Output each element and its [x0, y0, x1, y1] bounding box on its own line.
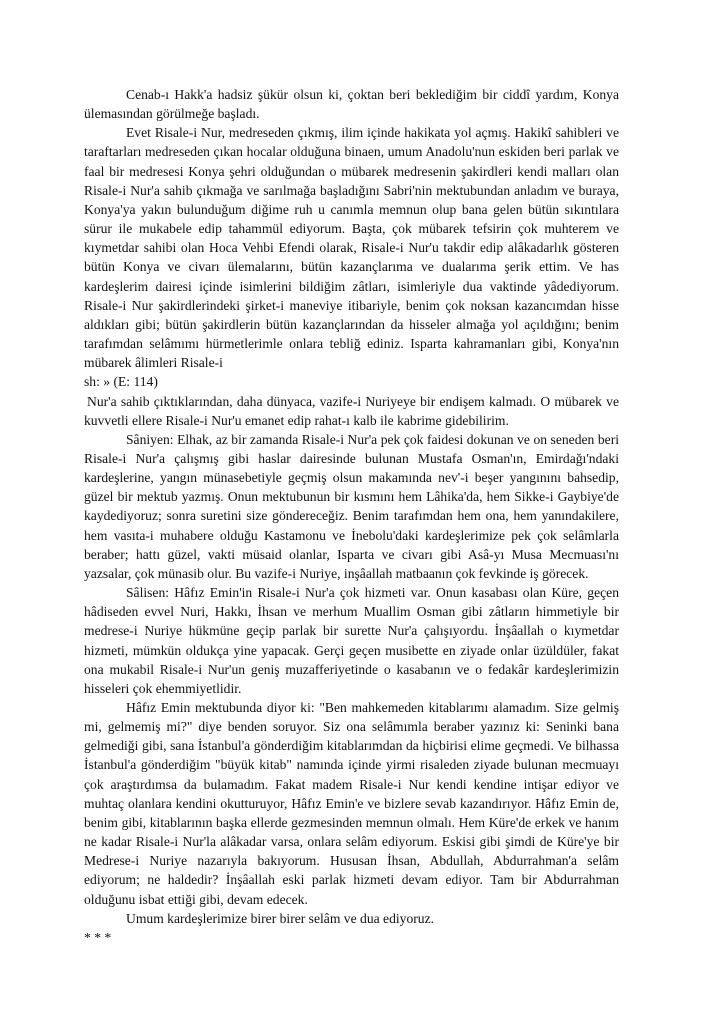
paragraph-closing: Umum kardeşlerimize birer birer selâm ve dua ediyoruz.: [126, 910, 435, 926]
paragraph-hafiz-emin: Hâfız Emin mektubunda diyor ki: "Ben mahkemeden kitablarımı alamadım. Size gelmiş mi, gelmemiş mi?" diye benden soruyor. Siz ona selâmımla beraber yazınız ki: Seninki bana gelmediği gibi, sana İstanbul'a gönderdiğim kitablarımdan da hiçbirisi elime geçmedi. Ve bilhassa İstanbul'a gönderdiğim "büyük kitab" namında içinde yirmi risaleden ziyade bulunan mecmuayı çok araştırdımsa da bulamadım. Fakat madem Risale-i Nur kendi kendine intişar ediyor ve muhtaç olanlara kendini okutturuyor, Hâfız Emin'e ve bizlere sevab kazandırıyor. Hâfız Emin de, benim gibi, kitablarının başka ellerde gezmesinden memnun olmalı. Hem Küre'de erkek ve hanım ne kadar Risale-i Nur'la alâkadar varsa, onlara selâm ediyorum. Eskisi gibi şimdi de Küre'ye bir Medrese-i Nuriye nazarıyla bakıyorum. Hususan İhsan, Abdullah, Abdurrahman'a selâm ediyorum; ne haldedir? İnşâallah eski parlak hizmeti devam ediyor. Tam bir Abdurrahman olduğunu isbat ettiği gibi, devam edecek.: [84, 700, 619, 907]
document-page: [84, 85, 619, 947]
section-separator: * * *: [84, 929, 112, 945]
paragraph-continuation: Nur'a sahib çıktıklarından, daha dünyaca, vazife-i Nuriyeye bir endişem kalmadı. O mübarek ve kuvvetli ellere Risale-i Nur'u emanet edip rahat-ı kalb ile kabrime gidebilirim.: [84, 393, 619, 428]
paragraph-opening: Cenab-ı Hakk'a hadsiz şükür olsun ki, çoktan beri beklediğim bir ciddî yardım, Konya ülemasından görülmeğe başladı.: [84, 87, 619, 122]
paragraph-salisen: Sâlisen: Hâfız Emin'in Risale-i Nur'a çok hizmeti var. Onun kasabası olan Küre, geçen hâdiseden evvel Nuri, Hakkı, İhsan ve merhum Muallim Osman gibi zâtların himmetiyle bir medrese-i Nuriye hükmüne geçip parlak bir surette Nur'a çalışıyordu. İnşâallah o kıymetdar hizmeti, mümkün oldukça yine yapacak. Gerçi geçen musibette en ziyade onlar üzüldüler, fakat ona mukabil Risale-i Nur'un geniş muzafferiyetinde o kasabanın ve o fedakâr kardeşlerimizin hisseleri çok ehemmiyetlidir.: [84, 585, 619, 696]
paragraph-evet: Evet Risale-i Nur, medreseden çıkmış, ilim içinde hakikata yol açmış. Hakikî sahibleri ve taraftarları medreseden çıkan hocalar olduğuna binaen, umum Anadolu'nun eskiden beri parlak ve faal bir medresesi Konya şehri olduğundan o mübarek medresenin şakirdleri kendi malları olan Risale-i Nur'a sahib çıkmağa ve sarılmağa başladığını Sabri'nin mektubundan anladım ve buraya, Konya'ya yakın bulunduğum diğime ruh u canımla memnun olup bana gelen bütün sıkıntılara sürur ile mukabele edip tahammül ediyorum. Başta, çok mübarek tefsirin çok muhterem ve kıymetdar sahibi olan Hoca Vehbi Efendi olarak, Risale-i Nur'u takdir edip alâkadarlık gösteren bütün Konya ve civarı ülemalarını, bütün kazançlarıma ve dualarıma şerik ettim. Ve has kardeşlerim dairesi içinde isimlerini bildiğim zâtları, isimleriyle dua vaktinde yâdediyorum. Risale-i Nur şakirdlerindeki şirket-i maneviye itibariyle, benim çok noksan kazancımdan hisse aldıkları gibi; bütün şakirdlerin bütün kazançlarından da hisseler almağa yol açıldığını; benim tarafımdan selâmımı hürmetlerimle onlara tebliğ ediniz. Isparta kahramanları gibi, Konya'nın mübarek âlimleri Risale-i: [84, 125, 619, 371]
paragraph-saniyen: Sâniyen: Elhak, az bir zamanda Risale-i Nur'a pek çok faidesi dokunan ve on seneden beri Risale-i Nur'a çalışmış gibi haslar dairesinde bulunan Mustafa Osman'ın, Emirdağı'ndaki kardeşlerine, yangın münasebetiyle geçmiş olsun makamında nev'-i beşer yangınını bahsedip, güzel bir mektub yazmış. Onun mektubunun bir kısmını hem Lâhika'da, hem Sikke-i Gaybiye'de kaydediyoruz; sonra suretini size göndereceğiz. Benim tarafımdan hem ona, hem yanındakilere, hem vasıta-i muhabere olduğu Kastamonu ve İnebolu'daki kardeşlerimize pek çok selâmlarla beraber; hattı güzel, vakti müsaid olanlar, Isparta ve civarı gibi Asâ-yı Musa Mecmuası'nı yazsalar, çok münasib olur. Bu vazife-i Nuriye, inşâallah matbaanın çok fevkinde iş görecek.: [84, 431, 619, 581]
page-source-note: sh: » (E: 114): [84, 374, 158, 390]
